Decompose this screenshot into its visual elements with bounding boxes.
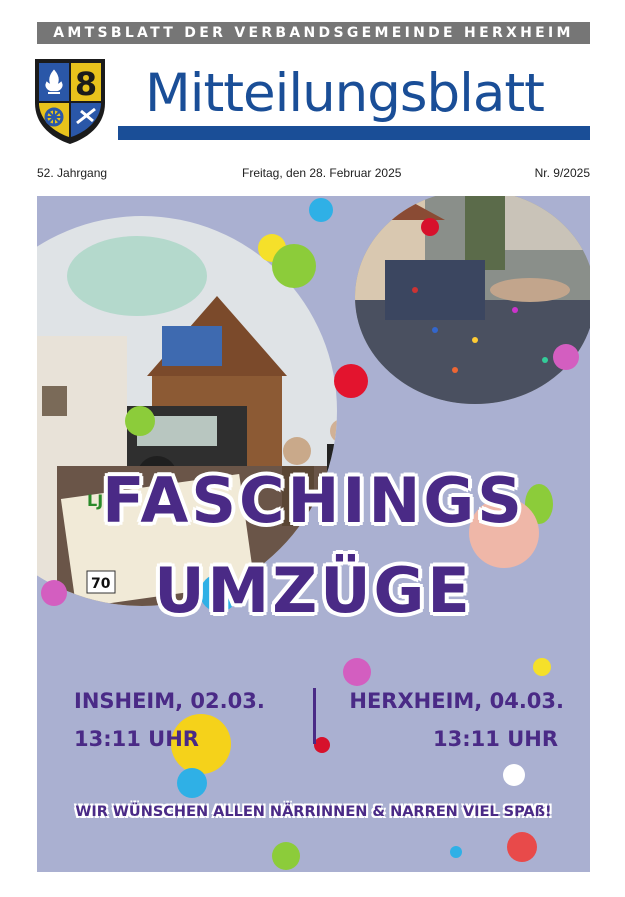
title-underline xyxy=(118,126,590,140)
sign-label: LJ xyxy=(87,491,104,510)
volume-year: 52. Jahrgang xyxy=(37,166,108,180)
confetti-dot xyxy=(309,198,333,222)
issue-date: Freitag, den 28. Februar 2025 xyxy=(242,166,402,180)
coat-of-arms-icon xyxy=(33,57,107,145)
sign-number: 70 xyxy=(91,576,111,592)
cover-headline-line2: UMZÜGE xyxy=(154,554,473,627)
event-left-time: 13:11 UHR xyxy=(74,727,199,751)
issue-number: Nr. 9/2025 xyxy=(534,166,590,180)
confetti-dot xyxy=(334,364,368,398)
confetti-dot xyxy=(343,658,371,686)
publication-title: Mitteilungsblatt xyxy=(145,63,544,124)
event-left-place: INSHEIM, 02.03. xyxy=(74,689,265,713)
svg-text:8: 8 xyxy=(74,65,98,103)
cover-slogan: WIR WÜNSCHEN ALLEN NÄRRINNEN & NARREN VIEL SPAß! xyxy=(75,804,552,820)
confetti-dot xyxy=(450,846,462,858)
confetti-dot xyxy=(314,737,330,753)
cover-poster xyxy=(37,196,590,872)
crowd-photo xyxy=(355,196,590,404)
masthead-top-bar: AMTSBLATT DER VERBANDSGEMEINDE HERXHEIM xyxy=(37,22,590,44)
confetti-dot xyxy=(125,406,155,436)
confetti-dot xyxy=(503,764,525,786)
confetti-dot xyxy=(272,244,316,288)
event-right-time: 13:11 UHR xyxy=(433,727,558,751)
confetti-dot xyxy=(177,768,207,798)
confetti-dot xyxy=(553,344,579,370)
confetti-dot xyxy=(533,658,551,676)
event-right-place: HERXHEIM, 04.03. xyxy=(349,689,564,713)
confetti-dot xyxy=(507,832,537,862)
confetti-dot xyxy=(272,842,300,870)
confetti-dot xyxy=(421,218,439,236)
events-divider xyxy=(313,688,316,744)
cover-headline-line1: FASCHINGS xyxy=(102,464,525,537)
